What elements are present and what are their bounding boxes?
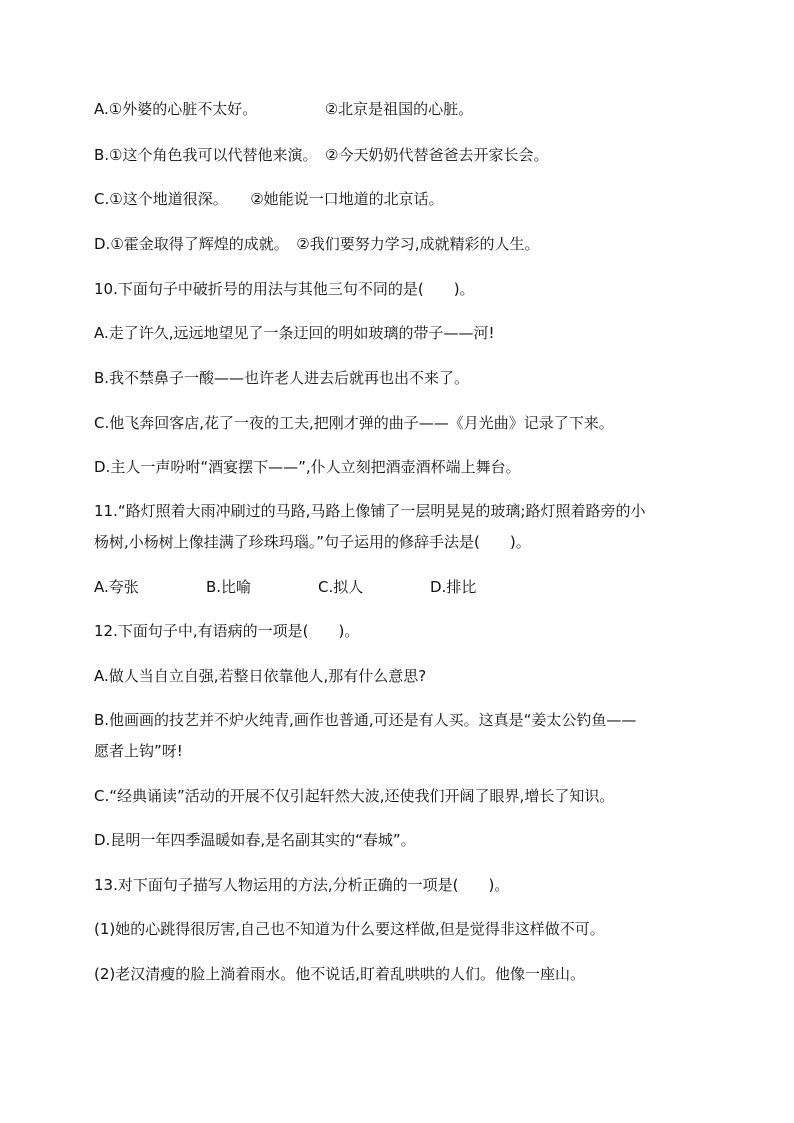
q10-option-c: C.他飞奔回客店,花了一夜的工夫,把刚才弹的曲子——《月光曲》记录了下来。 xyxy=(94,414,614,432)
q12-option-c: C.“经典诵读”活动的开展不仅引起轩然大波,还使我们开阔了眼界,增长了知识。 xyxy=(94,787,615,805)
q10-option-b: B.我不禁鼻子一酸——也许老人进去后就再也出不来了。 xyxy=(94,369,470,387)
q10-option-a: A.走了许久,远远地望见了一条迂回的明如玻璃的带子——河! xyxy=(94,324,495,342)
q11-stem-line1: 11.“路灯照着大雨冲刷过的马路,马路上像铺了一层明晃晃的玻璃;路灯照着路旁的小 xyxy=(94,502,646,520)
q10-option-d: D.主人一声吩咐“酒宴摆下——”,仆人立刻把酒壶酒杯端上舞台。 xyxy=(94,458,521,476)
q11-option-a: A.夸张 xyxy=(94,578,139,596)
q11-options xyxy=(94,576,714,598)
q13-sentence-2: (2)老汉清瘦的脸上淌着雨水。他不说话,盯着乱哄哄的人们。他像一座山。 xyxy=(94,965,586,983)
q12-stem: 12.下面句子中,有语病的一项是( )。 xyxy=(94,622,360,640)
q13-stem: 13.对下面句子描写人物运用的方法,分析正确的一项是( )。 xyxy=(94,876,510,894)
q12-option-b-line2: 愿者上钩”呀! xyxy=(94,742,183,760)
q13-sentence-1: (1)她的心跳得很厉害,自己也不知道为什么要这样做,但是觉得非这样做不可。 xyxy=(94,920,605,938)
q9-option-a: A.①外婆的心脏不太好。 ②北京是祖国的心脏。 xyxy=(94,100,474,118)
q11-option-c: C.拟人 xyxy=(318,578,364,596)
q11-option-d: D.排比 xyxy=(430,578,477,596)
q9-option-c: C.①这个地道很深。 ②她能说一口地道的北京话。 xyxy=(94,190,444,208)
q11-stem-line2: 杨树,小杨树上像挂满了珍珠玛瑙。”句子运用的修辞手法是( )。 xyxy=(94,533,531,551)
q12-option-b-line1: B.他画画的技艺并不炉火纯青,画作也普通,可还是有人买。这真是“姜太公钓鱼—— xyxy=(94,711,637,729)
q11-option-b: B.比喻 xyxy=(206,578,252,596)
q12-option-a: A.做人当自立自强,若整日依靠他人,那有什么意思? xyxy=(94,667,427,685)
q9-option-d: D.①霍金取得了辉煌的成就。 ②我们要努力学习,成就精彩的人生。 xyxy=(94,235,540,253)
q9-option-b: B.①这个角色我可以代替他来演。 ②今天奶奶代替爸爸去开家长会。 xyxy=(94,146,549,164)
q12-option-d: D.昆明一年四季温暖如春,是名副其实的“春城”。 xyxy=(94,831,416,849)
q10-stem: 10.下面句子中破折号的用法与其他三句不同的是( )。 xyxy=(94,280,475,298)
